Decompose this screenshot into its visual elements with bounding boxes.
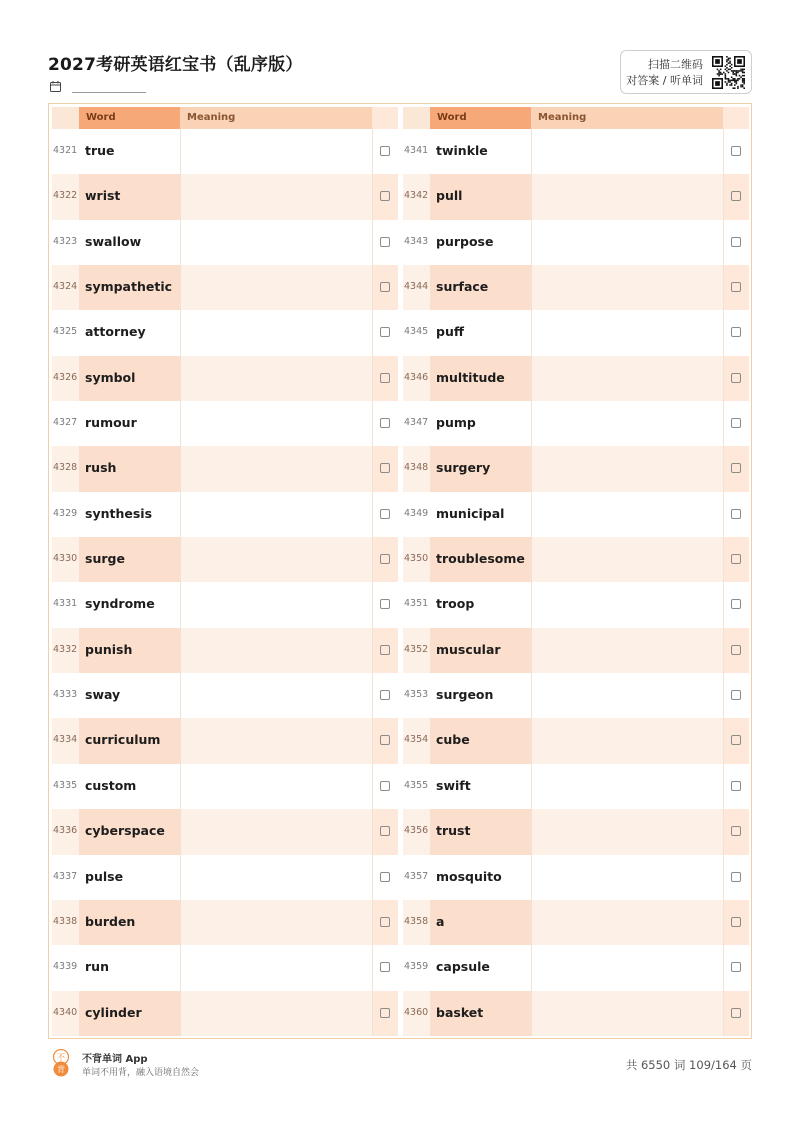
word-number: 4347 [404,417,429,429]
meaning-blank[interactable] [531,129,723,174]
checkbox[interactable] [731,373,741,383]
checkbox[interactable] [380,282,390,292]
meaning-blank[interactable] [180,401,372,446]
checkbox[interactable] [380,554,390,564]
header-number-cell [52,107,79,129]
checkbox[interactable] [731,781,741,791]
check-cell [723,991,749,1036]
table-row [52,174,398,219]
word-text: true [85,143,115,158]
table-row [52,401,398,446]
checkbox[interactable] [731,1008,741,1018]
meaning-blank[interactable] [531,265,723,310]
checkbox[interactable] [731,735,741,745]
checkbox[interactable] [731,282,741,292]
check-cell [723,855,749,900]
word-number: 4341 [404,145,429,156]
word-text: synthesis [85,505,153,521]
word-table-right [403,107,749,1036]
check-cell [372,945,398,990]
check-cell [723,265,749,310]
table-row [52,220,398,265]
check-cell [723,537,749,582]
word-text: puff [436,324,464,340]
meaning-blank[interactable] [531,492,723,537]
checkbox[interactable] [731,599,741,609]
table-row [403,129,749,174]
table-row [52,310,398,355]
word-number: 4360 [404,1006,429,1018]
word-text: burden [79,900,180,945]
checkbox[interactable] [731,917,741,927]
table-row [403,628,749,673]
word-number: 4351 [404,598,429,610]
table-row [403,220,749,265]
meaning-blank[interactable] [531,764,723,809]
table-row [403,492,749,537]
meaning-blank[interactable] [180,174,372,219]
table-row [403,310,749,355]
checkbox[interactable] [380,735,390,745]
word-number: 4325 [53,326,78,338]
table-row [52,718,398,763]
word-text: surgeon [436,687,494,703]
word-number: 4344 [404,281,429,293]
meaning-blank[interactable] [180,582,372,627]
check-cell [723,356,749,401]
check-cell [723,492,749,537]
table-row [52,582,398,627]
word-text: swift [436,777,471,793]
check-cell [372,446,398,491]
page-info: 共 6550 词 109/164 页 [625,1058,752,1072]
table-row [52,356,398,401]
checkbox[interactable] [380,962,390,972]
word-text: pulse [85,868,124,884]
check-cell [372,673,398,718]
check-cell [372,265,398,310]
word-number: 4340 [53,1006,78,1018]
table-row [52,537,398,582]
checkbox[interactable] [731,872,741,882]
word-text: rumour [85,415,137,431]
meaning-blank[interactable] [531,809,723,854]
check-cell [723,718,749,763]
header-meaning: Meaning [531,107,723,129]
qr-caption [626,57,703,89]
table-row [403,945,749,990]
meaning-blank[interactable] [531,855,723,900]
word-text: symbol [79,356,180,401]
check-cell [372,537,398,582]
table-row [52,809,398,854]
table-row [403,900,749,945]
check-cell [723,310,749,355]
meaning-blank[interactable] [180,673,372,718]
check-cell [372,764,398,809]
table-row [403,537,749,582]
check-cell [723,900,749,945]
app-brand: 不背单词 App [82,1054,148,1065]
meaning-blank[interactable] [180,537,372,582]
word-number: 4334 [53,734,78,746]
check-cell [723,809,749,854]
check-cell [372,991,398,1036]
meaning-blank[interactable] [180,492,372,537]
checkbox[interactable] [380,373,390,383]
table-row [403,265,749,310]
meaning-blank[interactable] [180,945,372,990]
word-number: 4354 [404,734,429,746]
table-row [403,855,749,900]
meaning-blank[interactable] [531,628,723,673]
header-check-cell [372,107,398,129]
header-check-cell [723,107,749,129]
word-number: 4343 [404,235,429,247]
word-number: 4356 [404,825,429,837]
check-cell [723,129,749,174]
word-text: sway [85,687,121,703]
word-number: 4336 [53,825,78,837]
header-word: Word [430,107,531,129]
checkbox[interactable] [380,599,390,609]
word-number: 4359 [404,961,429,973]
table-row [52,628,398,673]
word-text: sympathetic [79,265,180,310]
table-row [403,582,749,627]
meaning-blank[interactable] [531,537,723,582]
word-text: trust [430,809,531,854]
word-text: municipal [436,505,505,521]
checkbox[interactable] [380,327,390,337]
word-text: pull [430,174,531,219]
meaning-blank[interactable] [531,401,723,446]
table-header [403,107,749,129]
page-title: 2027考研英语红宝书（乱序版） [48,55,303,75]
word-number: 4328 [53,462,78,474]
word-text: surgery [430,446,531,491]
table-header [52,107,398,129]
table-row [403,446,749,491]
meaning-blank[interactable] [180,991,372,1036]
word-text: swallow [85,233,142,249]
word-number: 4346 [404,371,429,383]
meaning-blank[interactable] [180,446,372,491]
word-number: 4324 [53,281,78,293]
table-row [52,129,398,174]
checkbox[interactable] [380,418,390,428]
meaning-blank[interactable] [531,356,723,401]
check-cell [723,174,749,219]
word-number: 4355 [404,779,429,791]
checkbox[interactable] [380,781,390,791]
word-number: 4332 [53,643,78,655]
word-text: muscular [430,628,531,673]
word-table-frame [48,103,752,1039]
meaning-blank[interactable] [180,809,372,854]
meaning-blank[interactable] [180,129,372,174]
check-cell [372,174,398,219]
meaning-blank[interactable] [531,900,723,945]
word-number: 4339 [53,961,78,973]
meaning-blank[interactable] [531,582,723,627]
meaning-blank[interactable] [180,310,372,355]
table-row [52,991,398,1036]
checkbox[interactable] [731,237,741,247]
word-number: 4345 [404,326,429,338]
app-slogan: 单词不用背，融入语境自然会 [82,1068,200,1078]
header-number-cell [403,107,430,129]
table-row [403,673,749,718]
word-number: 4327 [53,417,78,429]
word-number: 4338 [53,915,78,927]
word-number: 4323 [53,235,78,247]
word-text: capsule [436,959,490,975]
check-cell [723,401,749,446]
word-text: troop [436,596,475,612]
word-text: purpose [436,233,494,249]
checkbox[interactable] [731,645,741,655]
checkbox[interactable] [731,327,741,337]
checkbox[interactable] [731,690,741,700]
table-row [52,492,398,537]
meaning-blank[interactable] [180,718,372,763]
word-text: basket [430,991,531,1036]
table-row [403,991,749,1036]
word-number: 4349 [404,507,429,519]
word-number: 4337 [53,870,78,882]
check-cell [723,764,749,809]
date-field [50,80,150,94]
checkbox[interactable] [380,690,390,700]
word-text: multitude [430,356,531,401]
checkbox[interactable] [380,463,390,473]
meaning-blank[interactable] [531,673,723,718]
checkbox[interactable] [731,463,741,473]
word-text: troublesome [430,537,531,582]
qr-caption-line1: 扫描二维码 [648,58,703,71]
word-text: mosquito [436,868,502,884]
word-text: cylinder [79,991,180,1036]
date-blank-line [72,92,146,93]
check-cell [723,628,749,673]
meaning-blank[interactable] [180,356,372,401]
table-row [403,718,749,763]
meaning-blank[interactable] [531,446,723,491]
meaning-blank[interactable] [531,945,723,990]
meaning-blank[interactable] [180,265,372,310]
meaning-blank[interactable] [531,718,723,763]
word-number: 4352 [404,643,429,655]
checkbox[interactable] [380,191,390,201]
check-cell [372,401,398,446]
checkbox[interactable] [380,509,390,519]
word-table-left [52,107,398,1036]
checkbox[interactable] [380,1008,390,1018]
checkbox[interactable] [731,509,741,519]
word-number: 4326 [53,371,78,383]
header-meaning: Meaning [180,107,372,129]
word-number: 4335 [53,779,78,791]
checkbox[interactable] [380,237,390,247]
qr-caption-line2: 对答案 / 听单词 [626,74,703,87]
table-row [403,764,749,809]
table-row [52,446,398,491]
word-text: cyberspace [79,809,180,854]
meaning-blank[interactable] [180,764,372,809]
meaning-blank[interactable] [180,855,372,900]
check-cell [372,718,398,763]
meaning-blank[interactable] [180,628,372,673]
checkbox[interactable] [731,554,741,564]
logo-char-bottom: 背 [57,1065,65,1074]
word-text: custom [85,777,137,793]
check-cell [372,900,398,945]
word-number: 4333 [53,689,78,701]
checkbox[interactable] [380,146,390,156]
word-text: curriculum [79,718,180,763]
qr-code-icon[interactable] [712,56,745,89]
qr-panel[interactable] [620,50,752,94]
check-cell [372,220,398,265]
word-text: surface [430,265,531,310]
table-row [403,809,749,854]
word-number: 4358 [404,915,429,927]
check-cell [372,310,398,355]
word-number: 4331 [53,598,78,610]
checkbox[interactable] [380,826,390,836]
table-row [52,764,398,809]
word-text: attorney [85,324,146,340]
word-number: 4329 [53,507,78,519]
word-text: pump [436,415,476,431]
word-text: syndrome [85,596,155,612]
check-cell [372,809,398,854]
check-cell [723,945,749,990]
header-word: Word [79,107,180,129]
table-row [52,265,398,310]
meaning-blank[interactable] [531,310,723,355]
check-cell [723,582,749,627]
word-number: 4357 [404,870,429,882]
word-text: surge [79,537,180,582]
check-cell [723,220,749,265]
app-logo-icon [50,1049,72,1077]
table-row [52,900,398,945]
meaning-blank[interactable] [531,220,723,265]
meaning-blank[interactable] [531,174,723,219]
word-text: punish [79,628,180,673]
table-row [52,945,398,990]
check-cell [372,129,398,174]
checkbox[interactable] [731,191,741,201]
check-cell [372,628,398,673]
checkbox[interactable] [731,962,741,972]
calendar-icon [50,81,61,92]
word-text: rush [79,446,180,491]
meaning-blank[interactable] [180,900,372,945]
word-text: wrist [79,174,180,219]
table-row [403,174,749,219]
word-text: a [430,900,531,945]
checkbox[interactable] [380,917,390,927]
word-number: 4348 [404,462,429,474]
table-row [52,855,398,900]
checkbox[interactable] [731,146,741,156]
word-number: 4350 [404,553,429,565]
table-row [52,673,398,718]
word-text: cube [430,718,531,763]
word-number: 4322 [53,190,78,202]
check-cell [723,673,749,718]
check-cell [372,855,398,900]
check-cell [372,582,398,627]
meaning-blank[interactable] [531,991,723,1036]
check-cell [372,492,398,537]
logo-char-top: 不 [57,1053,65,1062]
checkbox[interactable] [731,418,741,428]
check-cell [723,446,749,491]
word-text: run [85,959,109,975]
table-row [403,356,749,401]
word-number: 4342 [404,190,429,202]
word-text: twinkle [436,143,488,158]
checkbox[interactable] [380,872,390,882]
check-cell [372,356,398,401]
word-number: 4321 [53,145,78,156]
checkbox[interactable] [731,826,741,836]
meaning-blank[interactable] [180,220,372,265]
word-number: 4353 [404,689,429,701]
word-number: 4330 [53,553,78,565]
checkbox[interactable] [380,645,390,655]
table-row [403,401,749,446]
